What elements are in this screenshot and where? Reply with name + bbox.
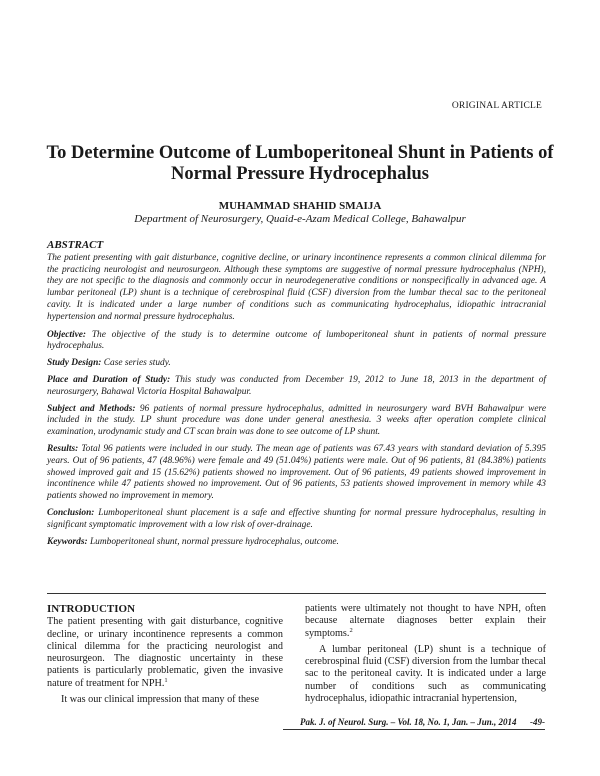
intro-paragraph-2: It was our clinical impression that many of these bbox=[61, 694, 260, 706]
journal-footer bbox=[283, 717, 545, 727]
abstract-intro: The patient presenting with gait disturbance, cognitive decline, or urinary incontinence represents a common clinical dilemma for the practicing neurologist and neurosurgeon. Although these symptoms are suggestive of normal pressure hydrocephalus (NPH), they are not specific to the diagnosis and commonly occur in neurodegenerative conditions or nonspecifically in advanced age. A lumbar peritoneal (LP) shunt is a technique of cerebrospinal fluid (CSF) diversion from the lumbar thecal sac to the peritoneal cavity. It is indicated under a large number of conditions such as communicating hydrocephalus, idiopathic intracranial hypertension and normal pressure hydrocephalus. bbox=[47, 252, 546, 322]
abstract-heading: ABSTRACT bbox=[47, 239, 104, 251]
abstract-subjects bbox=[47, 404, 546, 439]
intro-paragraph-1 bbox=[47, 616, 283, 690]
abstract-results bbox=[47, 444, 546, 503]
author-name: MUHAMMAD SHAHID SMAIJA bbox=[218, 200, 382, 212]
article-type-label: ORIGINAL ARTICLE bbox=[451, 101, 542, 111]
subjects-text: 96 patients of normal pressure hydrocephalus, admitted in neurosurgery ward BVH Bahawalpur were included in the study. LP shunt procedure was done under general anesthesia. 3 weeks after operation complete clinical examination, urodynamic study and CT scan brain was done to see outcome of LP shunt. bbox=[47, 403, 546, 438]
keywords-label: Keywords: bbox=[47, 536, 88, 547]
abstract-design bbox=[47, 358, 546, 370]
intro-p1-text: The patient presenting with gait disturbance, cognitive decline, or urinary incontinence represents a common clinical dilemma for the practicing neurologist and neurosurgeon. The diagnostic uncertainty in these patients is particularly problematic, given the invasive nature of treatment for NPH. bbox=[47, 616, 283, 689]
footer-divider bbox=[283, 729, 545, 730]
objective-label: Objective: bbox=[47, 329, 87, 340]
abstract-section bbox=[47, 240, 546, 553]
design-label: Study Design: bbox=[47, 358, 102, 369]
design-text: Case series study. bbox=[101, 358, 171, 369]
conclusion-text: Lumboperitoneal shunt placement is a safe and effective shunting for normal pressure hydrocephalus, resulting in significant symptomatic improvement with a low risk of over-drainage. bbox=[47, 507, 546, 530]
conclusion-label: Conclusion: bbox=[47, 507, 95, 518]
subjects-label: Subject and Methods: bbox=[47, 403, 136, 414]
introduction-heading: INTRODUCTION bbox=[47, 603, 136, 615]
place-label: Place and Duration of Study: bbox=[47, 374, 171, 385]
body-left-column bbox=[47, 603, 283, 706]
objective-text: The objective of the study is to determine outcome of lumboperitoneal shunt in patients of normal pressure hydrocephalus. bbox=[47, 329, 546, 352]
place-text: This study was conducted from December 19, 2012 to June 18, 2013 in the department of neurosurgery, Bahawal Victoria Hospital Bahawalpur. bbox=[47, 374, 546, 397]
right-p1-text: patients were ultimately not thought to have NPH, often because alternate diagnoses better explain their symptoms. bbox=[305, 603, 546, 639]
abstract-keywords bbox=[47, 537, 546, 549]
body-right-column bbox=[305, 603, 546, 705]
keywords-text: Lumboperitoneal shunt, normal pressure hydrocephalus, outcome. bbox=[87, 536, 339, 547]
abstract-place bbox=[47, 375, 546, 399]
author-affiliation: Department of Neurosurgery, Quaid-e-Azam Medical College, Bahawalpur bbox=[134, 213, 466, 225]
section-divider bbox=[47, 593, 546, 594]
results-label: Results: bbox=[47, 443, 79, 454]
article-title: To Determine Outcome of Lumboperitoneal Shunt in Patients of Normal Pressure Hydrocephalus bbox=[46, 143, 554, 184]
journal-citation: Pak. J. of Neurol. Surg. – Vol. 18, No. 1, Jan. – Jun., 2014 bbox=[299, 717, 517, 727]
citation-1: 1 bbox=[164, 676, 168, 684]
citation-2: 2 bbox=[349, 626, 353, 634]
results-text: Total 96 patients were included in our study. The mean age of patients was 67.43 years with standard deviation of 5.395 years. Out of 96 patients, 47 (48.96%) were female and 49 (51.04%) patients were male. Out of 96 patients, 81 (84.38%) patients showed improved gait and 15 (15.62%) patients showed no improvement. Out of 96 patients, 49 patients showed improvement in incontinence while 47 patients showed no improvement. Out of 96 patients, 53 patients showed improvement in memory while 43 patients showed no improvement in memory. bbox=[47, 443, 546, 502]
right-paragraph-2: A lumbar peritoneal (LP) shunt is a technique of cerebrospinal fluid (CSF) diversion from the lumbar thecal sac to the peritoneal cavity. It is indicated under a large number of conditions such as communicating hydrocephalus, idiopathic intracranial hypertension, bbox=[305, 643, 546, 705]
right-paragraph-1 bbox=[305, 603, 546, 640]
abstract-conclusion bbox=[47, 508, 546, 532]
abstract-objective bbox=[47, 330, 546, 354]
page-number: -49- bbox=[530, 717, 545, 727]
